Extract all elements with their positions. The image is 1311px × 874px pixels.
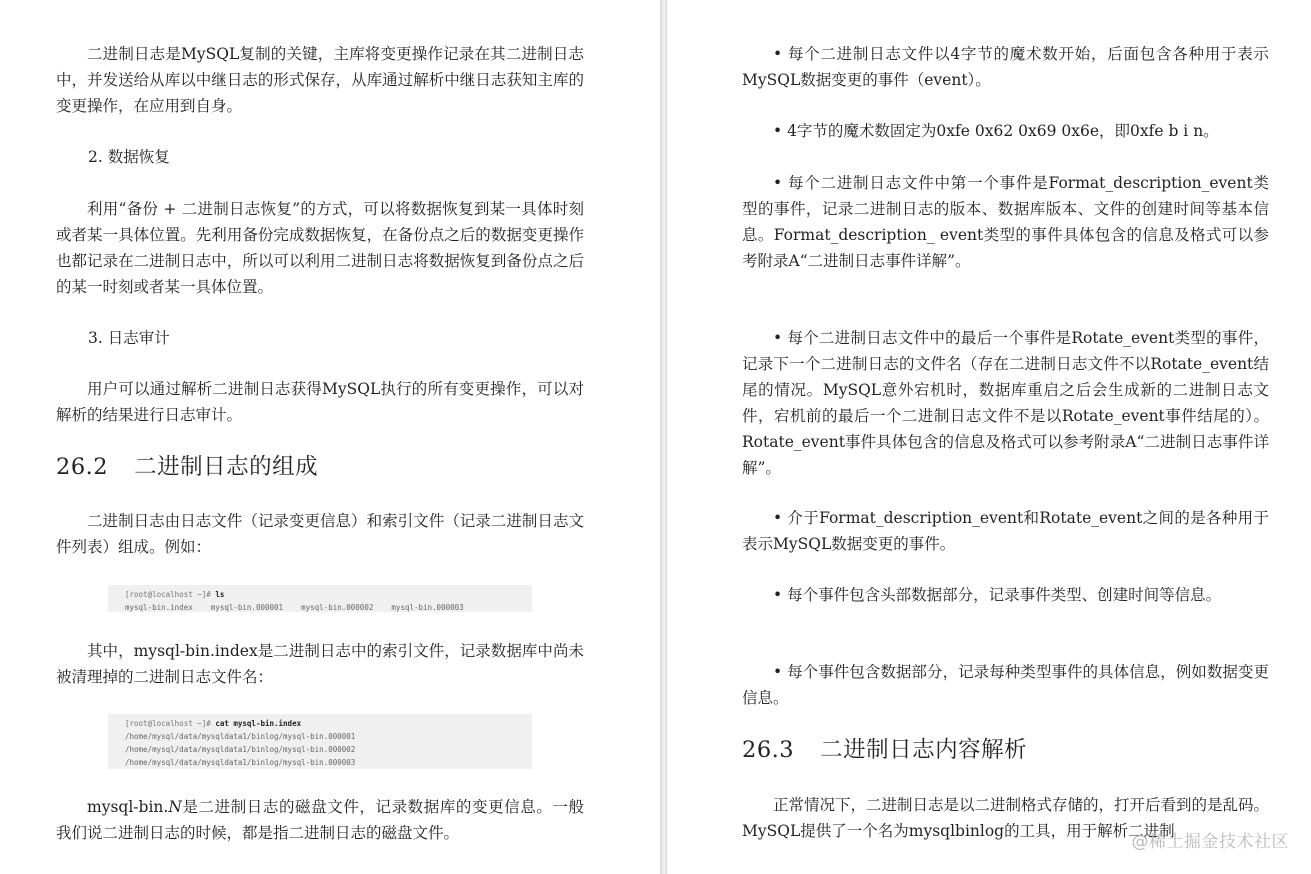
section-title: 二进制日志内容解析 [820,737,1028,763]
bullet-rotate-event: • 每个二进制日志文件中的最后一个事件是Rotate_event类型的事件，记录下一个二进制日志的文件名（存在二进制日志文件不以Rotate_event结尾的情况。MySQL意外宕机时，数据库重启之后会生成新的二进制日志文件，宕机前的最后一个二进制日志文件不是以Rotate_event事件结尾的）。Rotate_event事件具体包含的信息及格式可以参考附录A“二进制日志事件详解”。 [742,329,1269,477]
watermark: @稀土掘金技术社区 [1131,832,1289,852]
section-heading-26-2 [56,452,584,482]
section-heading-26-3 [742,735,1269,765]
paragraph-disk-file [56,794,584,846]
paragraph-log-audit: 用户可以通过解析二进制日志获得MySQL执行的所有变更操作，可以对解析的结果进行日志审计。 [56,380,584,424]
code-output-line: /home/mysql/data/mysqldata1/binlog/mysql-bin.000001 [125,732,356,741]
text-fragment: mysql-bin. [87,798,169,816]
code-output-line: /home/mysql/data/mysqldata1/binlog/mysql-bin.000002 [125,745,356,754]
section-number: 26.2 [56,454,109,480]
code-block-cat-index [108,714,532,769]
bullet-header-part: • 每个事件包含头部数据部分，记录事件类型、创建时间等信息。 [773,586,1222,604]
paragraph-data-recovery: 利用“备份 + 二进制日志恢复”的方式，可以将数据恢复到某一具体时刻或者某一具体位置。先利用备份完成数据恢复，在备份点之后的数据变更操作也都记录在二进制日志中，所以可以利用二进制日志将数据恢复到备份点之后的某一时刻或者某一具体位置。 [56,200,584,296]
list-item-data-recovery: 2. 数据恢复 [88,148,170,166]
paragraph-replication: 二进制日志是MySQL复制的关键，主库将变更操作记录在其二进制日志中，并发送给从库以中继日志的形式保存，从库通过解析中继日志获知主库的变更操作，在应用到自身。 [56,45,584,115]
bullet-data-part: • 每个事件包含数据部分，记录每种类型事件的具体信息，例如数据变更信息。 [742,663,1269,707]
paragraph-index-file: 其中，mysql-bin.index是二进制日志中的索引文件，记录数据库中尚未被清理掉的二进制日志文件名： [56,642,584,686]
bullet-magic-value: • 4字节的魔术数固定为0xfe 0x62 0x69 0x6e，即0xfe b i n。 [773,122,1219,140]
italic-n: N [168,798,182,816]
code-output-line: /home/mysql/data/mysqldata1/binlog/mysql-bin.000003 [125,758,356,767]
right-page [667,0,1311,874]
section-number: 26.3 [742,737,795,763]
code-command: cat mysql-bin.index [215,719,302,728]
code-command: ls [215,590,225,599]
paragraph-binlog-parsing: 正常情况下，二进制日志是以二进制格式存储的，打开后看到的是乱码。MySQL提供了一个名为mysqlbinlog的工具，用于解析二进制 [742,796,1270,840]
section-title: 二进制日志的组成 [134,454,319,480]
list-item-log-audit: 3. 日志审计 [88,329,170,347]
code-output: mysql-bin.index mysql-bin.000001 mysql-bin.000002 mysql-bin.000003 [125,603,464,612]
bullet-magic-number: • 每个二进制日志文件以4字节的魔术数开始，后面包含各种用于表示MySQL数据变更的事件（event）。 [742,45,1269,89]
book-gutter [660,0,667,874]
paragraph-composition: 二进制日志由日志文件（记录变更信息）和索引文件（记录二进制日志文件列表）组成。例如： [56,512,584,556]
bullet-data-events: • 介于Format_description_event和Rotate_event之间的是各种用于表示MySQL数据变更的事件。 [742,509,1269,553]
text-fragment: 是二进制日志的磁盘文件，记录数据库的变更信息。一般我们说二进制日志的时候，都是指二进制日志的磁盘文件。 [56,798,584,842]
bullet-format-description: • 每个二进制日志文件中第一个事件是Format_description_event类型的事件，记录二进制日志的版本、数据库版本、文件的创建时间等基本信息。Format_description_ event类型的事件具体包含的信息及格式可以参考附录A“二进制日志事件详解”。 [742,174,1269,270]
code-prompt: [root@localhost ~]# [125,590,216,599]
code-block-ls [108,585,532,612]
code-prompt: [root@localhost ~]# [125,719,216,728]
